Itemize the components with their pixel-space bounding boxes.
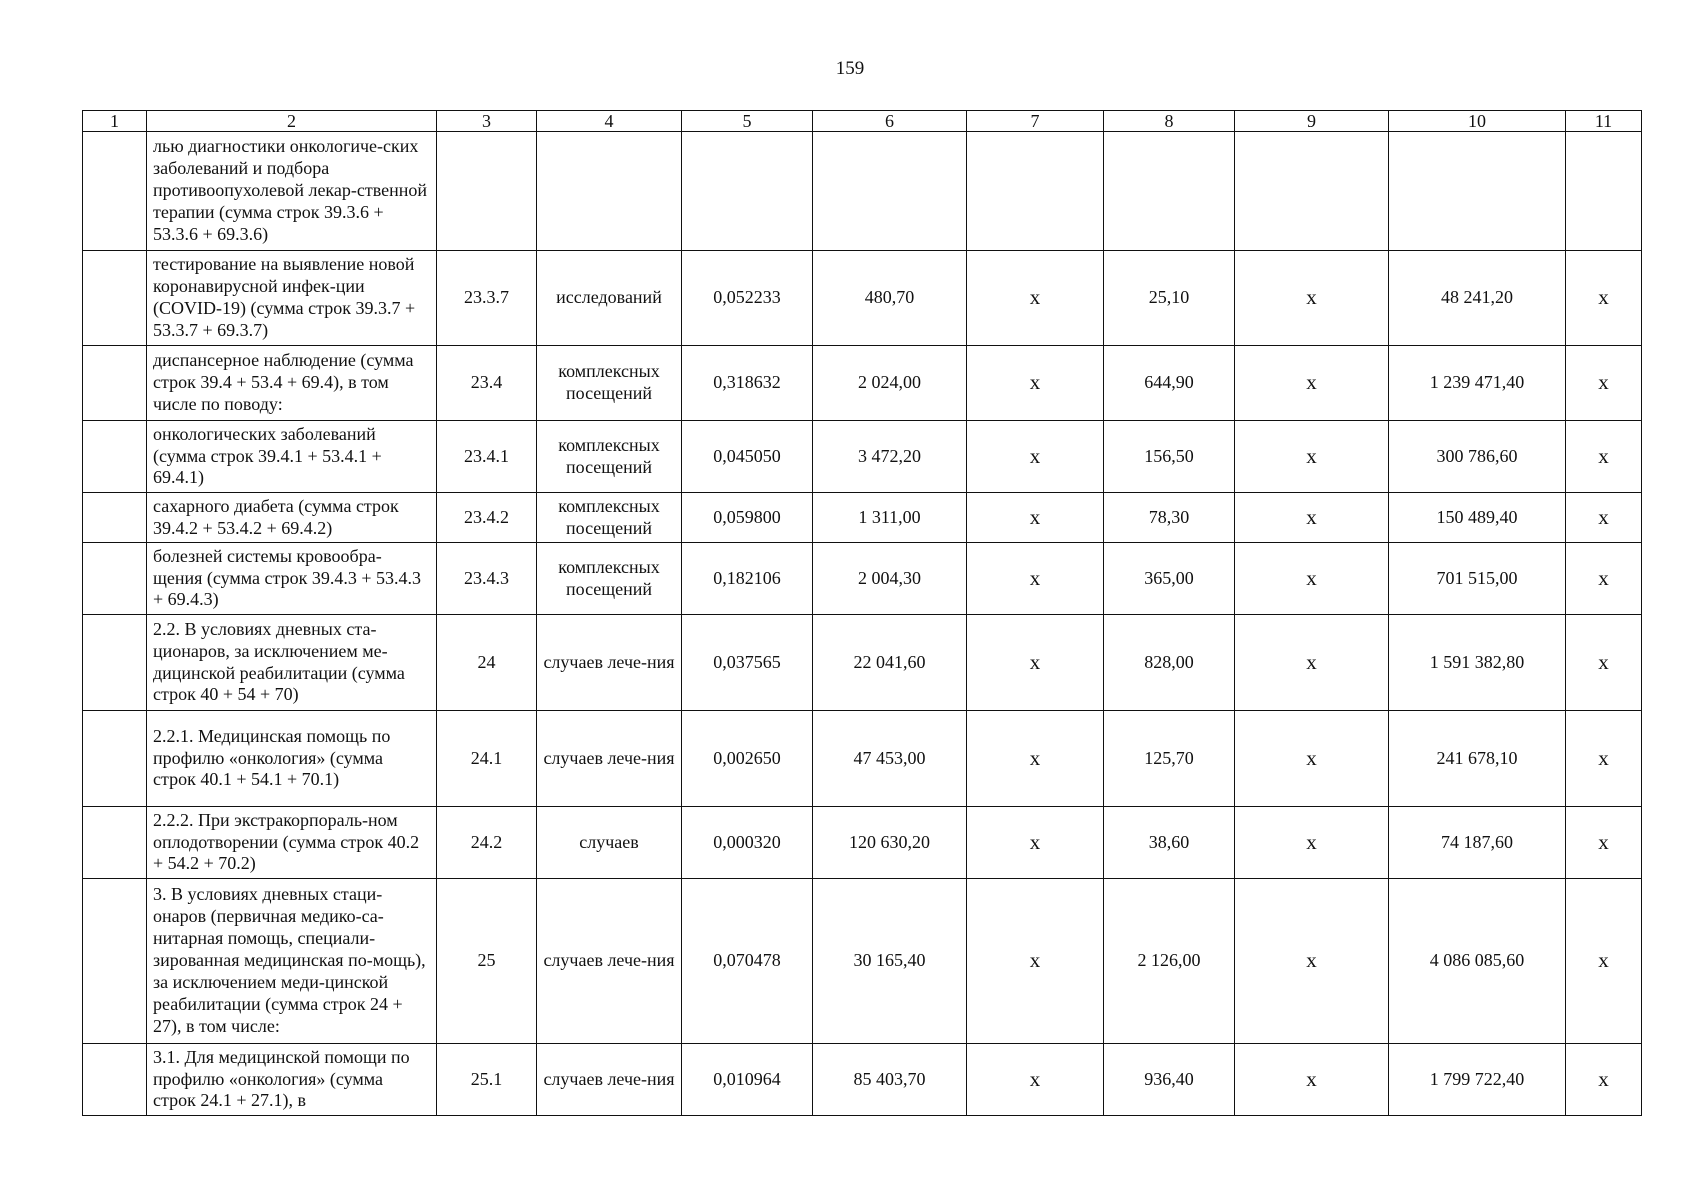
cell-col7: х — [967, 421, 1104, 493]
cell-unit: комплексных посещений — [537, 493, 682, 543]
header-row — [83, 111, 1642, 132]
cell-col1 — [83, 132, 147, 251]
table-row — [83, 879, 1642, 1044]
cell-unit: комплексных посещений — [537, 421, 682, 493]
cell-col8: 125,70 — [1104, 711, 1235, 807]
cell-col6: 85 403,70 — [813, 1044, 967, 1116]
cell-col9: х — [1235, 615, 1389, 711]
cell-col10: 4 086 085,60 — [1389, 879, 1566, 1044]
cell-col5: 0,318632 — [682, 346, 813, 421]
cell-col5: 0,182106 — [682, 543, 813, 615]
cell-code — [437, 132, 537, 251]
cell-code: 24.1 — [437, 711, 537, 807]
cell-col9: х — [1235, 493, 1389, 543]
cell-col9: х — [1235, 711, 1389, 807]
cell-col6 — [813, 132, 967, 251]
header-cell: 1 — [83, 111, 147, 132]
cell-col7: х — [967, 1044, 1104, 1116]
header-cell: 10 — [1389, 111, 1566, 132]
cell-col1 — [83, 1044, 147, 1116]
cell-name: сахарного диабета (сумма строк 39.4.2 + 53.4.2 + 69.4.2) — [147, 493, 437, 543]
cell-col10: 74 187,60 — [1389, 807, 1566, 879]
cell-code: 23.4.2 — [437, 493, 537, 543]
cell-col5: 0,070478 — [682, 879, 813, 1044]
cell-col8: 25,10 — [1104, 251, 1235, 346]
header-cell: 4 — [537, 111, 682, 132]
cell-unit: случаев лече-ния — [537, 711, 682, 807]
cell-col1 — [83, 807, 147, 879]
cell-col7: х — [967, 711, 1104, 807]
cell-unit — [537, 132, 682, 251]
cell-col6: 1 311,00 — [813, 493, 967, 543]
cell-col8: 156,50 — [1104, 421, 1235, 493]
table-row — [83, 807, 1642, 879]
header-cell: 8 — [1104, 111, 1235, 132]
cell-col8 — [1104, 132, 1235, 251]
cell-col1 — [83, 711, 147, 807]
cell-col6: 22 041,60 — [813, 615, 967, 711]
page-number: 159 — [835, 58, 865, 79]
cell-name: диспансерное наблюдение (сумма строк 39.4 + 53.4 + 69.4), в том числе по поводу: — [147, 346, 437, 421]
cell-col6: 480,70 — [813, 251, 967, 346]
cell-col7: х — [967, 251, 1104, 346]
cell-name: 2.2.1. Медицинская помощь по профилю «онкология» (сумма строк 40.1 + 54.1 + 70.1) — [147, 711, 437, 807]
cell-col10: 150 489,40 — [1389, 493, 1566, 543]
cell-code: 24 — [437, 615, 537, 711]
header-cell: 7 — [967, 111, 1104, 132]
data-table — [82, 110, 1642, 1116]
cell-unit: комплексных посещений — [537, 346, 682, 421]
table-row — [83, 1044, 1642, 1116]
cell-name: тестирование на выявление новой коронавирусной инфек-ции (COVID-19) (сумма строк 39.3.7 + 53.3.7 + 69.3.7) — [147, 251, 437, 346]
header-cell: 3 — [437, 111, 537, 132]
cell-col10: 300 786,60 — [1389, 421, 1566, 493]
cell-col1 — [83, 421, 147, 493]
table-row — [83, 615, 1642, 711]
cell-name: 2.2.2. При экстракорпораль-ном оплодотворении (сумма строк 40.2 + 54.2 + 70.2) — [147, 807, 437, 879]
cell-col8: 2 126,00 — [1104, 879, 1235, 1044]
cell-col11: х — [1566, 346, 1642, 421]
cell-col5: 0,052233 — [682, 251, 813, 346]
cell-col11: х — [1566, 615, 1642, 711]
cell-code: 23.4 — [437, 346, 537, 421]
table-row — [83, 543, 1642, 615]
cell-col8: 365,00 — [1104, 543, 1235, 615]
cell-col11 — [1566, 132, 1642, 251]
cell-col6: 120 630,20 — [813, 807, 967, 879]
cell-col7: х — [967, 493, 1104, 543]
cell-col7: х — [967, 543, 1104, 615]
cell-unit: исследований — [537, 251, 682, 346]
header-cell: 9 — [1235, 111, 1389, 132]
cell-col5: 0,037565 — [682, 615, 813, 711]
cell-col7: х — [967, 615, 1104, 711]
cell-unit: случаев лече-ния — [537, 615, 682, 711]
cell-col6: 47 453,00 — [813, 711, 967, 807]
cell-col10: 1 591 382,80 — [1389, 615, 1566, 711]
cell-name: 3.1. Для медицинской помощи по профилю «онкология» (сумма строк 24.1 + 27.1), в — [147, 1044, 437, 1116]
header-cell: 2 — [147, 111, 437, 132]
cell-col11: х — [1566, 807, 1642, 879]
cell-col5: 0,002650 — [682, 711, 813, 807]
cell-col8: 644,90 — [1104, 346, 1235, 421]
cell-col6: 2 004,30 — [813, 543, 967, 615]
cell-col11: х — [1566, 1044, 1642, 1116]
cell-unit: комплексных посещений — [537, 543, 682, 615]
table-row — [83, 251, 1642, 346]
cell-col5: 0,010964 — [682, 1044, 813, 1116]
cell-col1 — [83, 543, 147, 615]
cell-col10: 241 678,10 — [1389, 711, 1566, 807]
cell-code: 23.4.3 — [437, 543, 537, 615]
cell-col6: 30 165,40 — [813, 879, 967, 1044]
cell-col5: 0,045050 — [682, 421, 813, 493]
cell-col11: х — [1566, 711, 1642, 807]
header-cell: 11 — [1566, 111, 1642, 132]
cell-col11: х — [1566, 251, 1642, 346]
cell-col9 — [1235, 132, 1389, 251]
cell-name: 3. В условиях дневных стаци-онаров (первичная медико-са-нитарная помощь, специали-зированная медицинская по-мощь), за исключением меди-цинской реабилитации (сумма строк 24 + 27), в том числе: — [147, 879, 437, 1044]
cell-col7: х — [967, 879, 1104, 1044]
cell-col10: 48 241,20 — [1389, 251, 1566, 346]
cell-unit: случаев — [537, 807, 682, 879]
cell-col8: 38,60 — [1104, 807, 1235, 879]
cell-unit: случаев лече-ния — [537, 1044, 682, 1116]
cell-col9: х — [1235, 879, 1389, 1044]
table-row — [83, 421, 1642, 493]
cell-col7: х — [967, 346, 1104, 421]
cell-col9: х — [1235, 543, 1389, 615]
cell-col1 — [83, 251, 147, 346]
cell-col9: х — [1235, 1044, 1389, 1116]
cell-col8: 936,40 — [1104, 1044, 1235, 1116]
cell-col11: х — [1566, 879, 1642, 1044]
cell-col10: 701 515,00 — [1389, 543, 1566, 615]
cell-col8: 828,00 — [1104, 615, 1235, 711]
cell-col9: х — [1235, 421, 1389, 493]
cell-name: 2.2. В условиях дневных ста-ционаров, за исключением ме-дицинской реабилитации (сумма строк 40 + 54 + 70) — [147, 615, 437, 711]
header-cell: 6 — [813, 111, 967, 132]
cell-name: болезней системы кровообра-щения (сумма строк 39.4.3 + 53.4.3 + 69.4.3) — [147, 543, 437, 615]
cell-code: 25.1 — [437, 1044, 537, 1116]
cell-code: 23.4.1 — [437, 421, 537, 493]
cell-code: 24.2 — [437, 807, 537, 879]
cell-col11: х — [1566, 421, 1642, 493]
cell-col10 — [1389, 132, 1566, 251]
table-row — [83, 711, 1642, 807]
cell-col5 — [682, 132, 813, 251]
cell-col1 — [83, 346, 147, 421]
table-row — [83, 493, 1642, 543]
cell-col5: 0,000320 — [682, 807, 813, 879]
cell-col11: х — [1566, 543, 1642, 615]
cell-col9: х — [1235, 807, 1389, 879]
cell-col9: х — [1235, 346, 1389, 421]
cell-col8: 78,30 — [1104, 493, 1235, 543]
cell-code: 25 — [437, 879, 537, 1044]
cell-col10: 1 239 471,40 — [1389, 346, 1566, 421]
cell-col5: 0,059800 — [682, 493, 813, 543]
cell-col10: 1 799 722,40 — [1389, 1044, 1566, 1116]
cell-name: лью диагностики онкологиче-ских заболеваний и подбора противоопухолевой лекар-ственной терапии (сумма строк 39.3.6 + 53.3.6 + 69.3.6) — [147, 132, 437, 251]
table-row — [83, 346, 1642, 421]
cell-col7 — [967, 132, 1104, 251]
cell-unit: случаев лече-ния — [537, 879, 682, 1044]
cell-col1 — [83, 493, 147, 543]
table-row — [83, 132, 1642, 251]
cell-col1 — [83, 879, 147, 1044]
cell-col6: 3 472,20 — [813, 421, 967, 493]
cell-col1 — [83, 615, 147, 711]
cell-code: 23.3.7 — [437, 251, 537, 346]
cell-col6: 2 024,00 — [813, 346, 967, 421]
cell-name: онкологических заболеваний (сумма строк 39.4.1 + 53.4.1 + 69.4.1) — [147, 421, 437, 493]
cell-col11: х — [1566, 493, 1642, 543]
cell-col9: х — [1235, 251, 1389, 346]
header-cell: 5 — [682, 111, 813, 132]
cell-col7: х — [967, 807, 1104, 879]
